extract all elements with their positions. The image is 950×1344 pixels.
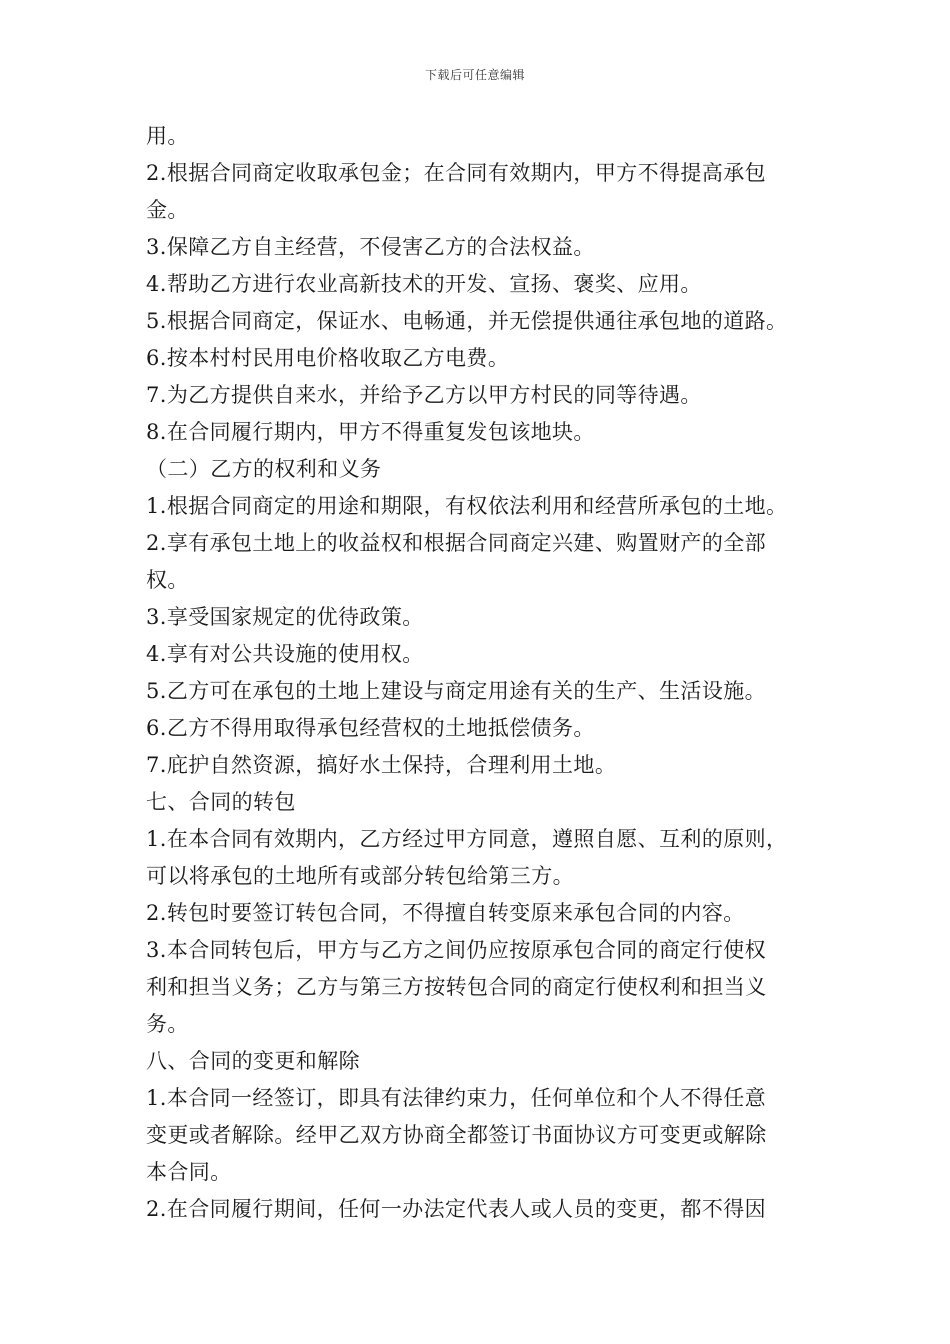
- text-line: 权。: [146, 568, 189, 592]
- text-line: 2.根据合同商定收取承包金；在合同有效期内，甲方不得提高承包: [146, 161, 767, 185]
- text-line: 7.为乙方提供自来水，并给予乙方以甲方村民的同等待遇。: [146, 383, 702, 407]
- text-line: 3.享受国家规定的优待政策。: [146, 605, 424, 629]
- section-heading: （二）乙方的权利和义务: [146, 457, 382, 481]
- text-line: 金。: [146, 198, 189, 222]
- text-line: 5.根据合同商定，保证水、电畅通，并无偿提供通往承包地的道路。: [146, 309, 788, 333]
- text-line: 3.保障乙方自主经营，不侵害乙方的合法权益。: [146, 235, 595, 259]
- section-heading: 七、合同的转包: [146, 790, 296, 814]
- text-line: 6.按本村村民用电价格收取乙方电费。: [146, 346, 510, 370]
- text-line: 1.根据合同商定的用途和期限，有权依法利用和经营所承包的土地。: [146, 494, 788, 518]
- text-line: 8.在合同履行期内，甲方不得重复发包该地块。: [146, 420, 595, 444]
- text-line: 2.转包时要签订转包合同，不得擅自转变原来承包合同的内容。: [146, 901, 745, 925]
- text-line: 4.享有对公共设施的使用权。: [146, 642, 424, 666]
- page-header-note: 下载后可任意编辑: [424, 68, 525, 82]
- text-line: 本合同。: [146, 1160, 232, 1184]
- text-line: 3.本合同转包后，甲方与乙方之间仍应按原承包合同的商定行使权: [146, 938, 767, 962]
- text-line: 4.帮助乙方进行农业高新技术的开发、宣扬、褒奖、应用。: [146, 272, 702, 296]
- text-line: 务。: [146, 1012, 189, 1036]
- text-line: 变更或者解除。经甲乙双方协商全都签订书面协议方可变更或解除: [146, 1123, 767, 1147]
- document-body: [146, 118, 822, 1228]
- text-line: 用。: [146, 124, 189, 148]
- text-line: 可以将承包的土地所有或部分转包给第三方。: [146, 864, 574, 888]
- text-line: 5.乙方可在承包的土地上建设与商定用途有关的生产、生活设施。: [146, 679, 767, 703]
- text-line: 2.在合同履行期间，任何一办法定代表人或人员的变更，都不得因: [146, 1197, 767, 1221]
- text-line: 2.享有承包土地上的收益权和根据合同商定兴建、购置财产的全部: [146, 531, 767, 555]
- text-line: 利和担当义务；乙方与第三方按转包合同的商定行使权利和担当义: [146, 975, 767, 999]
- text-line: 1.本合同一经签订，即具有法律约束力，任何单位和个人不得任意: [146, 1086, 767, 1110]
- text-line: 1.在本合同有效期内，乙方经过甲方同意，遵照自愿、互利的原则，: [146, 827, 788, 851]
- section-heading: 八、合同的变更和解除: [146, 1049, 360, 1073]
- text-line: 6.乙方不得用取得承包经营权的土地抵偿债务。: [146, 716, 595, 740]
- text-line: 7.庇护自然资源，搞好水土保持，合理利用土地。: [146, 753, 617, 777]
